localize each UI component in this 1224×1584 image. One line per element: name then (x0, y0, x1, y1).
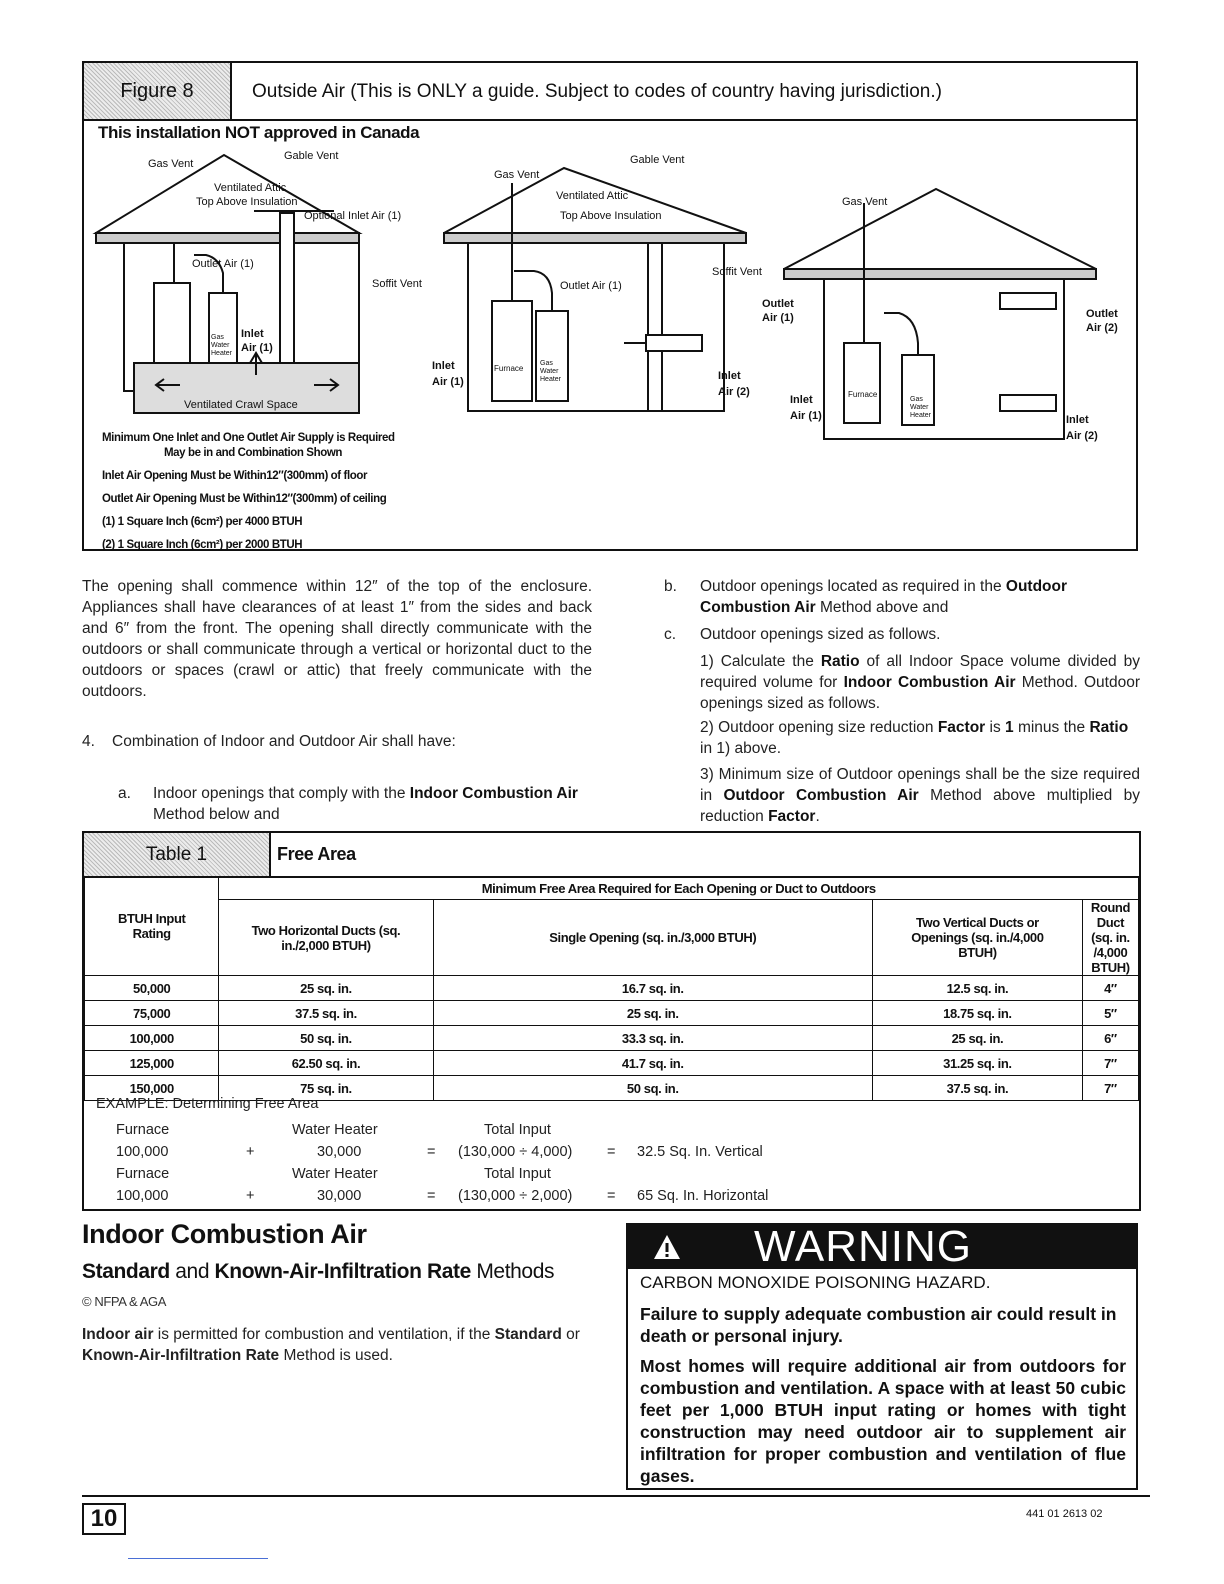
cell: 18.75 sq. in. (872, 1001, 1082, 1026)
d3-heater-label: Heater (910, 412, 932, 419)
example-cell: Furnace (116, 1166, 170, 1182)
col-btuh: BTUH Input Rating (85, 877, 219, 976)
diagram-outdoor-walls (784, 189, 1096, 439)
example-cell: 30,000 (317, 1188, 362, 1204)
d3-outlet-air2-label: Air (2) (1086, 322, 1118, 334)
d1-attic-label: Ventilated Attic (214, 182, 287, 194)
d1-soffit-vent-label: Soffit Vent (372, 278, 422, 290)
warning-box (626, 1223, 1138, 1490)
d3-outlet-right-label: Outlet (1086, 308, 1118, 320)
d3-outlet-left-label: Outlet (762, 298, 794, 310)
example-cell: Water Heater (292, 1122, 378, 1138)
cell: 33.3 sq. in. (433, 1026, 872, 1051)
cell: 50 sq. in. (219, 1026, 433, 1051)
example-cell: = (427, 1188, 436, 1204)
cell: 75 sq. in. (219, 1076, 433, 1101)
d1-water-label: Water (211, 342, 230, 349)
example-cell: (130,000 ÷ 4,000) (458, 1144, 573, 1160)
example-cell: 100,000 (116, 1144, 169, 1160)
d2-outlet-air-label: Outlet Air (1) (560, 280, 622, 292)
cell: 4″ (1082, 976, 1138, 1001)
cell: 25 sq. in. (433, 1001, 872, 1026)
cell: 75,000 (85, 1001, 219, 1026)
note-line: (1) 1 Square Inch (6cm²) per 4000 BTUH (102, 516, 303, 528)
d2-water-label: Water (540, 368, 559, 375)
item-c-text: Outdoor openings sized as follows. (700, 626, 941, 643)
warning-subtitle: CARBON MONOXIDE POISONING HAZARD. (640, 1273, 991, 1292)
example-cell: = (607, 1188, 616, 1204)
d2-gas-vent-label: Gas Vent (494, 169, 540, 181)
document-number: 441 01 2613 02 (1026, 1508, 1103, 1520)
section-paragraph: Indoor air is permitted for combustion and ventilation, if the Standard or Known-Air-Infiltration Rate Method is used. (82, 1326, 580, 1364)
d3-outlet-air1-label: Air (1) (762, 312, 794, 324)
example-cell: 100,000 (116, 1188, 169, 1204)
page-number: 10 (82, 1503, 126, 1535)
item-4-number: 4. (82, 733, 95, 750)
d1-inlet-label: Inlet (241, 328, 264, 340)
d1-outlet-air-label: Outlet Air (1) (192, 258, 254, 270)
item-b-number: b. (664, 578, 677, 595)
warning-triangle-icon (652, 1233, 682, 1261)
cell: 37.5 sq. in. (872, 1076, 1082, 1101)
cell: 16.7 sq. in. (433, 976, 872, 1001)
item-a-text: Indoor openings that comply with the Indoor Combustion Air Method below and (153, 785, 578, 823)
item-a-number: a. (118, 785, 131, 802)
cell: 31.25 sq. in. (872, 1051, 1082, 1076)
cell: 7″ (1082, 1076, 1138, 1101)
col-round: Round Duct (sq. in. /4,000 BTUH) (1082, 900, 1138, 976)
table-1 (82, 831, 1141, 1211)
step-2: 2) Outdoor opening size reduction Factor is 1 minus the Ratio in 1) above. (700, 719, 1129, 757)
cell: 100,000 (85, 1026, 219, 1051)
d1-air1-label: Air (1) (241, 342, 273, 354)
d1-heater-label: Heater (211, 350, 233, 357)
item-c-number: c. (664, 626, 677, 643)
cell: 6″ (1082, 1026, 1138, 1051)
d3-inlet-right-label: Inlet (1066, 414, 1089, 426)
example-cell: = (607, 1144, 616, 1160)
d2-insulation-label: Top Above Insulation (560, 210, 662, 222)
section-title: Indoor Combustion Air (82, 1219, 367, 1249)
section-subtitle: Standard and Known-Air-Infiltration Rate Methods (82, 1260, 555, 1283)
table-row (85, 976, 1139, 1001)
cell: 125,000 (85, 1051, 219, 1076)
d1-gable-vent-label: Gable Vent (284, 150, 339, 162)
d2-inlet-right-label: Inlet (718, 370, 741, 382)
example-cell: 30,000 (317, 1144, 362, 1160)
cell: 7″ (1082, 1051, 1138, 1076)
cell: 5″ (1082, 1001, 1138, 1026)
warning-title: WARNING (754, 1222, 973, 1271)
note-line: Outlet Air Opening Must be Within12″(300mm) of ceiling (102, 493, 387, 505)
group-header: Minimum Free Area Required for Each Opening or Duct to Outdoors (219, 877, 1139, 900)
d2-heater-label: Heater (540, 376, 562, 383)
table-header (84, 833, 1139, 878)
example-cell: + (246, 1144, 255, 1160)
d2-furnace-label: Furnace (494, 364, 524, 373)
example-title: EXAMPLE: Determining Free Area (96, 1096, 319, 1112)
d1-insulation-label: Top Above Insulation (196, 196, 298, 208)
warning-banner (628, 1222, 1136, 1271)
d2-inlet-left-label: Inlet (432, 360, 455, 372)
figure-header (84, 63, 1136, 121)
example-cell: Total Input (484, 1122, 551, 1138)
d2-gas-label: Gas (540, 360, 553, 367)
table-row (85, 1051, 1139, 1076)
figure-label: Figure 8 (84, 63, 232, 119)
table-row (85, 1026, 1139, 1051)
cell: 41.7 sq. in. (433, 1051, 872, 1076)
warning-text-2: Most homes will require additional air from outdoors for combustion and ventilation. A space with at least 50 cubic feet per 1,000 BTUH input rating or homes with tight construction may need outdoor air to supplement air infiltration for proper combustion and ventilation of flue gases. (640, 1356, 1126, 1486)
cell: 50,000 (85, 976, 219, 1001)
d2-attic-label: Ventilated Attic (556, 190, 629, 202)
note-line: May be in and Combination Shown (164, 447, 342, 459)
example-cell: 65 Sq. In. Horizontal (637, 1188, 769, 1204)
example-cell: Total Input (484, 1166, 551, 1182)
figure-canada-note: This installation NOT approved in Canada (98, 123, 420, 142)
col-horizontal: Two Horizontal Ducts (sq. in./2,000 BTUH) (219, 900, 433, 976)
footer-rule (82, 1495, 1150, 1497)
d3-water-label: Water (910, 404, 929, 411)
example-cell: Furnace (116, 1122, 170, 1138)
table-label: Table 1 (84, 833, 271, 876)
cell: 50 sq. in. (433, 1076, 872, 1101)
cell: 62.50 sq. in. (219, 1051, 433, 1076)
example-cell: = (427, 1144, 436, 1160)
d3-gas-label: Gas (910, 396, 923, 403)
d1-crawl-space-label: Ventilated Crawl Space (184, 399, 298, 411)
d1-gas-vent-label: Gas Vent (148, 158, 194, 170)
note-line: Minimum One Inlet and One Outlet Air Supply is Required (102, 432, 395, 444)
d1-optional-inlet-label: Optional Inlet Air (1) (304, 210, 402, 222)
d3-furnace-label: Furnace (848, 390, 878, 399)
step-3: 3) Minimum size of Outdoor openings shall be the size required in Outdoor Combustion Air Method above multiplied by reduction Factor. (700, 766, 1140, 825)
bottom-link-line (128, 1558, 268, 1559)
item-4-text: Combination of Indoor and Outdoor Air shall have: (112, 733, 456, 750)
example-cell: (130,000 ÷ 2,000) (458, 1188, 573, 1204)
note-line: (2) 1 Square Inch (6cm²) per 2000 BTUH (102, 539, 303, 551)
cell: 150,000 (85, 1076, 219, 1101)
d3-gas-vent-label: Gas Vent (842, 196, 888, 208)
figure-caption: Outside Air (This is ONLY a guide. Subject to codes of country having jurisdiction.) (252, 81, 942, 102)
d2-air1-label: Air (1) (432, 376, 464, 388)
d3-inlet-air2-label: Air (2) (1066, 430, 1098, 442)
table-title: Free Area (277, 844, 356, 864)
d3-inlet-air1-label: Air (1) (790, 410, 822, 422)
d2-air2-label: Air (2) (718, 386, 750, 398)
warning-text-1: Failure to supply adequate combustion air could result in death or personal injury. (640, 1304, 1117, 1346)
copyright-note: © NFPA & AGA (82, 1294, 167, 1309)
item-b-text: Outdoor openings located as required in the Outdoor Combustion Air Method above and (700, 578, 1068, 616)
d2-soffit-vent-label: Soffit Vent (712, 266, 762, 278)
step-1: 1) Calculate the Ratio of all Indoor Space volume divided by required volume for Indoor Combustion Air Method. Outdoor openings sized as follows. (700, 653, 1141, 712)
cell: 25 sq. in. (219, 976, 433, 1001)
table-row (85, 1001, 1139, 1026)
cell: 12.5 sq. in. (872, 976, 1082, 1001)
d2-gable-vent-label: Gable Vent (630, 154, 685, 166)
example-cell: 32.5 Sq. In. Vertical (637, 1144, 763, 1160)
col-vertical: Two Vertical Ducts or Openings (sq. in./4,000 BTUH) (872, 900, 1082, 976)
example-cell: + (246, 1188, 255, 1204)
cell: 25 sq. in. (872, 1026, 1082, 1051)
example-cell: Water Heater (292, 1166, 378, 1182)
figure-8 (82, 61, 1138, 551)
opening-paragraph: The opening shall commence within 12″ of the top of the enclosure. Appliances shall have clearances of at least 1″ from the sides and back and 6″ from the front. The opening shall directly communicate with the outdoors or shall communicate through a vertical or horizontal duct to the outdoors or spaces (crawl or attic) that freely communicate with the outdoors. (82, 578, 592, 700)
d3-inlet-left-label: Inlet (790, 394, 813, 406)
col-single: Single Opening (sq. in./3,000 BTUH) (433, 900, 872, 976)
figure-notes (102, 427, 395, 557)
cell: 37.5 sq. in. (219, 1001, 433, 1026)
free-area-table (84, 876, 1139, 1101)
d1-gas-label: Gas (211, 334, 224, 341)
note-line: Inlet Air Opening Must be Within12″(300mm) of floor (102, 470, 368, 482)
